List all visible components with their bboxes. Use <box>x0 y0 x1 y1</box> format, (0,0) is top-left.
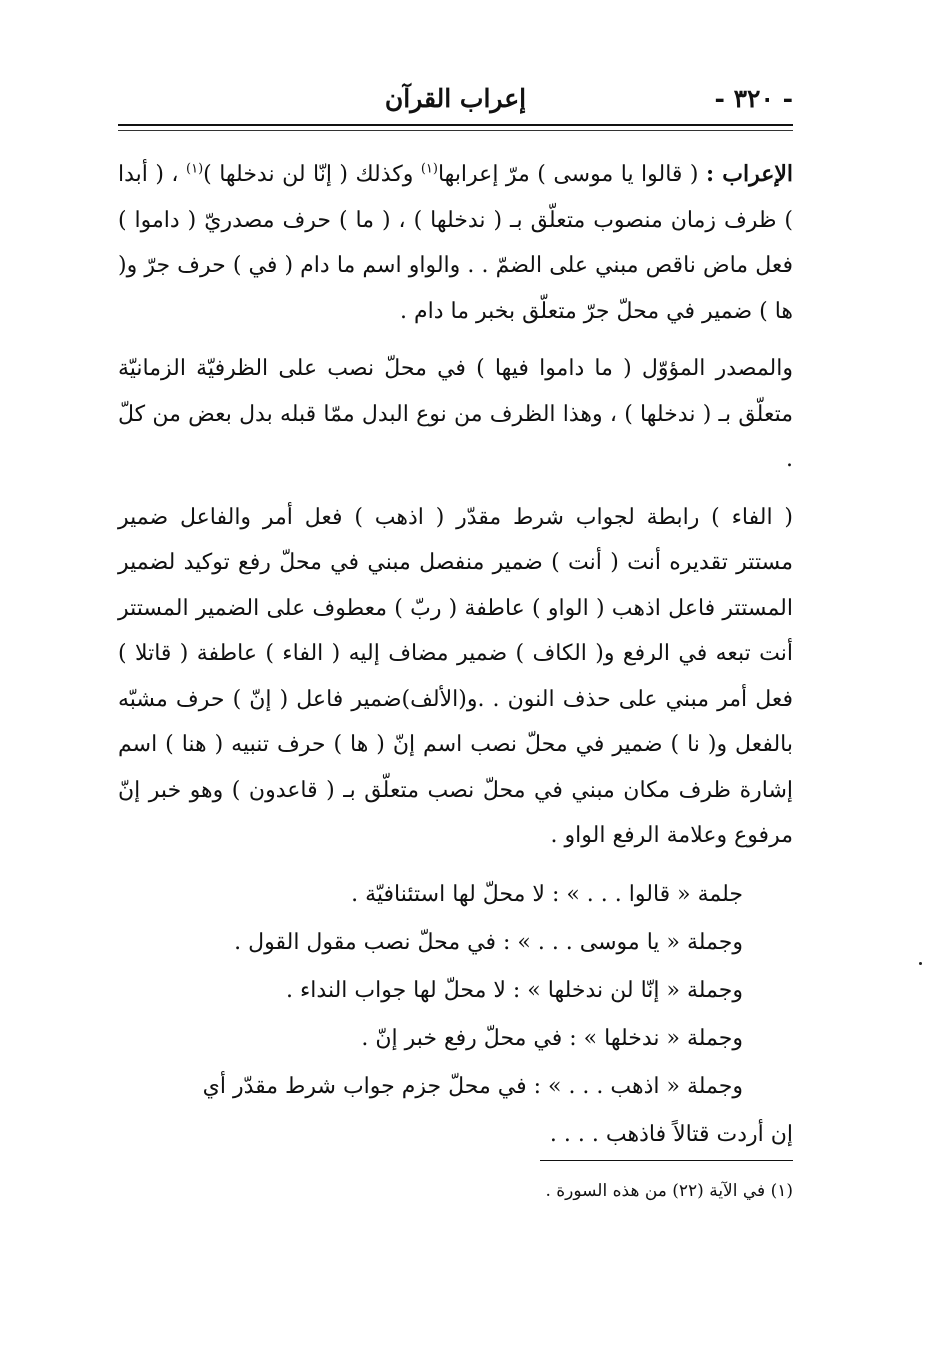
clause-item: وجملة « يا موسى . . . » : في محلّ نصب مقول القول . <box>234 929 743 955</box>
footnote-ref: (١) <box>186 161 204 177</box>
clause-item: وجملة « ندخلها » : في محلّ رفع خبر إنّ . <box>361 1025 743 1051</box>
footnote-rule <box>540 1160 793 1161</box>
paragraph-masdar: والمصدر المؤوّل ( ما داموا فيها ) في محلّ نصب على الظرفيّة الزمانيّة متعلّق بـ ( ندخلها ) ، وهذا الظرف من نوع البدل ممّا قبله بدل بعض من كلّ . <box>118 356 793 472</box>
clause-item: وجملة « اذهب . . . » : في محلّ جزم جواب شرط مقدّر أي <box>202 1073 743 1099</box>
paragraph-fa: ( الفاء ) رابطة لجواب شرط مقدّر ( اذهب ) فعل أمر والفاعل ضمير مستتر تقديره أنت ( أنت ) ضمير منفصل مبني في محلّ رفع توكيد لضمير المستتر فاعل اذهب ( الواو ) عاطفة ( ربّ ) معطوف على الضمير المستتر أنت تبعه في الرفع و( الكاف ) ضمير مضاف إليه ( الفاء ) عاطفة ( قاتلا ) فعل أمر مبني على حذف النون . .و(الألف)ضمير فاعل ( إنّ ) حرف مشبّه بالفعل و( نا ) ضمير في محلّ نصب اسم إنّ ( ها ) حرف تنبيه ( هنا ) اسم إشارة ظرف مكان مبني في محلّ نصب متعلّق بـ ( قاعدون ) وهو خبر إنّ مرفوع وعلامة الرفع الواو . <box>118 504 793 848</box>
paragraph-irab-text-b: وكذلك ( إنّا لن ندخلها ) <box>203 162 421 187</box>
running-title: إعراب القرآن <box>384 84 527 113</box>
main-text <box>118 152 793 1159</box>
footnote-ref: (١) <box>420 161 438 177</box>
footnote: (١) في الآية (٢٢) من هذه السورة . <box>545 1181 793 1201</box>
clause-item: جلمة « قالوا . . . » : لا محلّ لها استئنافيّة . <box>351 881 743 907</box>
paragraph-irab <box>118 152 793 334</box>
clause-list <box>118 871 793 1159</box>
page-header <box>118 80 793 122</box>
paragraph-irab-text-a: ( قالوا يا موسى ) مرّ إعرابها <box>437 162 706 187</box>
clause-item: وجملة « إنّا لن ندخلها » : لا محلّ لها جواب النداء . <box>285 977 743 1003</box>
header-rule-thin <box>118 130 793 131</box>
header-rule <box>118 124 793 126</box>
paragraph-irab-text-c: ، ( أبدا ) ظرف زمان منصوب متعلّق بـ ( ندخلها ) ، ( ما ) حرف مصدريّ ( داموا ) فعل ماض ناقص مبني على الضمّ . . والواو اسم ما دام ( في ) حرف جرّ و( ها ) ضمير في محلّ جرّ متعلّق بخبر ما دام . <box>118 162 793 324</box>
scan-speck <box>919 962 922 965</box>
irab-heading: الإعراب : <box>705 161 793 187</box>
page-number: - ٣٢٠ - <box>714 84 793 113</box>
clause-continuation: إن أردت قتالاً فاذهب . . . . <box>549 1121 793 1147</box>
